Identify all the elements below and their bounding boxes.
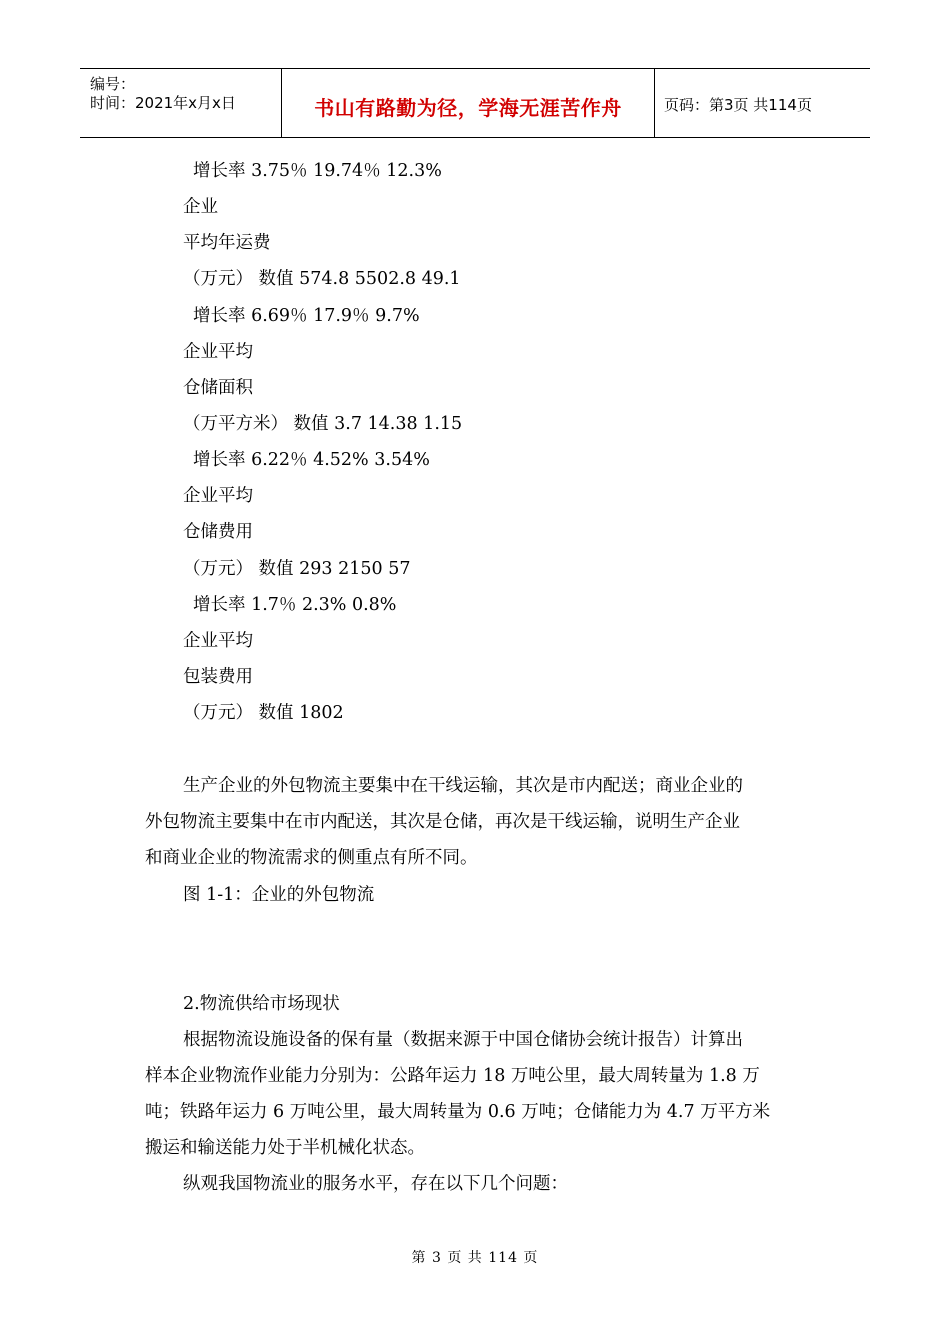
header-left-cell [80,69,280,137]
body-line: （万元） 数值 293 2150 57 [183,559,411,579]
figure-caption: 图 1-1：企业的外包物流 [183,885,375,905]
body-line: 平均年运费 [183,233,271,253]
body-line: 增长率 1.7％ 2.3% 0.8% [193,595,397,615]
body-line: 仓储费用 [183,522,253,542]
page-footer: 第 3 页 共 114 页 [411,1250,539,1266]
body-line: 增长率 6.69％ 17.9％ 9.7% [193,306,420,326]
header-motto: 书山有路勤为径，学海无涯苦作舟 [314,96,622,120]
body-line: （万平方米） 数值 3.7 14.38 1.15 [183,414,463,434]
body-paragraph-line: 样本企业物流作业能力分别为：公路年运力 18 万吨公里，最大周转量为 1.8 万 [145,1066,760,1086]
body-paragraph-line: 吨；铁路年运力 6 万吨公里，最大周转量为 0.6 万吨；仓储能力为 4.7 万平方米 [145,1102,771,1122]
body-line: （万元） 数值 574.8 5502.8 49.1 [183,269,461,289]
body-line: 企业 [183,197,218,217]
body-paragraph-line: 搬运和输送能力处于半机械化状态。 [145,1138,425,1158]
body-line: 增长率 3.75％ 19.74％ 12.3% [193,161,442,181]
header-page-info: 页码：第3页 共114页 [664,96,812,114]
document-time-label: 时间：2021年x月x日 [90,94,236,112]
section-heading: 2.物流供给市场现状 [183,994,340,1014]
body-line: 企业平均 [183,486,253,506]
body-line: 增长率 6.22％ 4.52% 3.54% [193,450,430,470]
body-line: 包装费用 [183,667,253,687]
body-line: 企业平均 [183,631,253,651]
body-paragraph-line: 纵观我国物流业的服务水平，存在以下几个问题： [183,1174,568,1194]
body-paragraph-line: 根据物流设施设备的保有量（数据来源于中国仓储协会统计报告）计算出 [183,1030,743,1050]
body-paragraph-line: 生产企业的外包物流主要集中在干线运输，其次是市内配送；商业企业的 [183,776,743,796]
header-middle-cell [281,69,655,137]
document-number-label: 编号： [90,75,136,93]
header-right-cell [654,69,870,137]
page-header [80,68,870,138]
body-line: 企业平均 [183,342,253,362]
body-line: 仓储面积 [183,378,253,398]
body-line: （万元） 数值 1802 [183,703,344,723]
body-paragraph-line: 和商业企业的物流需求的侧重点有所不同。 [145,848,478,868]
body-paragraph-line: 外包物流主要集中在市内配送，其次是仓储，再次是干线运输，说明生产企业 [145,812,740,832]
